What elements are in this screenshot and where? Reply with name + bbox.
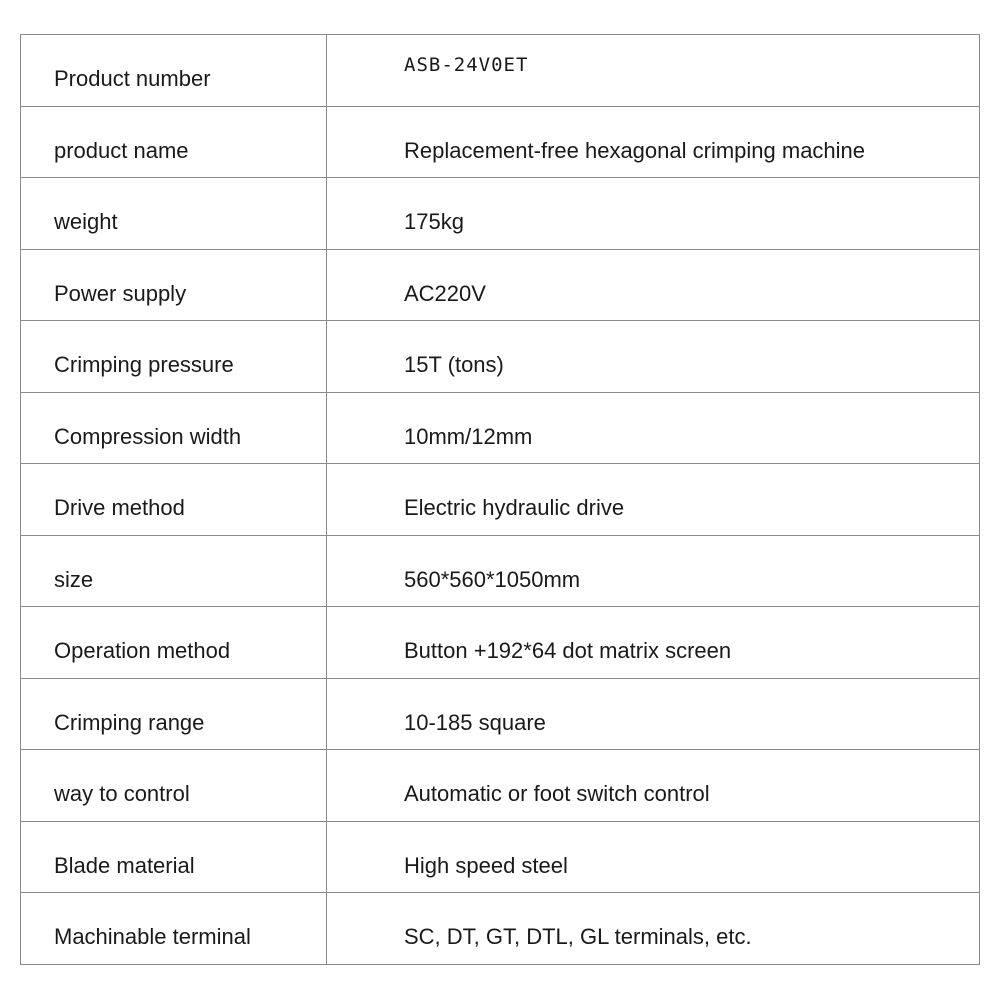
- spec-label: Crimping pressure: [21, 321, 327, 393]
- spec-label: Blade material: [21, 821, 327, 893]
- spec-label: Operation method: [21, 607, 327, 679]
- spec-label: Power supply: [21, 249, 327, 321]
- spec-value: ASB-24V0ET: [327, 35, 980, 107]
- table-row-product-name: [21, 106, 980, 178]
- spec-value: 15T (tons): [327, 321, 980, 393]
- spec-table-body: [21, 35, 980, 965]
- spec-label: product name: [21, 106, 327, 178]
- spec-label: Product number: [21, 35, 327, 107]
- spec-value: SC, DT, GT, DTL, GL terminals, etc.: [327, 893, 980, 965]
- table-row-crimping-pressure: [21, 321, 980, 393]
- spec-table: [20, 34, 980, 965]
- table-row-power-supply: [21, 249, 980, 321]
- table-row-operation-method: [21, 607, 980, 679]
- spec-label: Crimping range: [21, 678, 327, 750]
- spec-value: 560*560*1050mm: [327, 535, 980, 607]
- spec-value: High speed steel: [327, 821, 980, 893]
- table-row-blade-material: [21, 821, 980, 893]
- spec-value: Button +192*64 dot matrix screen: [327, 607, 980, 679]
- spec-value: Automatic or foot switch control: [327, 750, 980, 822]
- spec-label: Drive method: [21, 464, 327, 536]
- spec-label: Machinable terminal: [21, 893, 327, 965]
- spec-value: AC220V: [327, 249, 980, 321]
- spec-label: Compression width: [21, 392, 327, 464]
- spec-value: Replacement-free hexagonal crimping machine: [327, 106, 980, 178]
- spec-value: 175kg: [327, 178, 980, 250]
- table-row-way-to-control: [21, 750, 980, 822]
- spec-label: weight: [21, 178, 327, 250]
- table-row-crimping-range: [21, 678, 980, 750]
- table-row-machinable-terminal: [21, 893, 980, 965]
- spec-label: way to control: [21, 750, 327, 822]
- table-row-compression-width: [21, 392, 980, 464]
- table-row-weight: [21, 178, 980, 250]
- table-row-size: [21, 535, 980, 607]
- spec-value: Electric hydraulic drive: [327, 464, 980, 536]
- spec-label: size: [21, 535, 327, 607]
- table-row-product-number: [21, 35, 980, 107]
- table-row-drive-method: [21, 464, 980, 536]
- spec-value: 10-185 square: [327, 678, 980, 750]
- spec-value: 10mm/12mm: [327, 392, 980, 464]
